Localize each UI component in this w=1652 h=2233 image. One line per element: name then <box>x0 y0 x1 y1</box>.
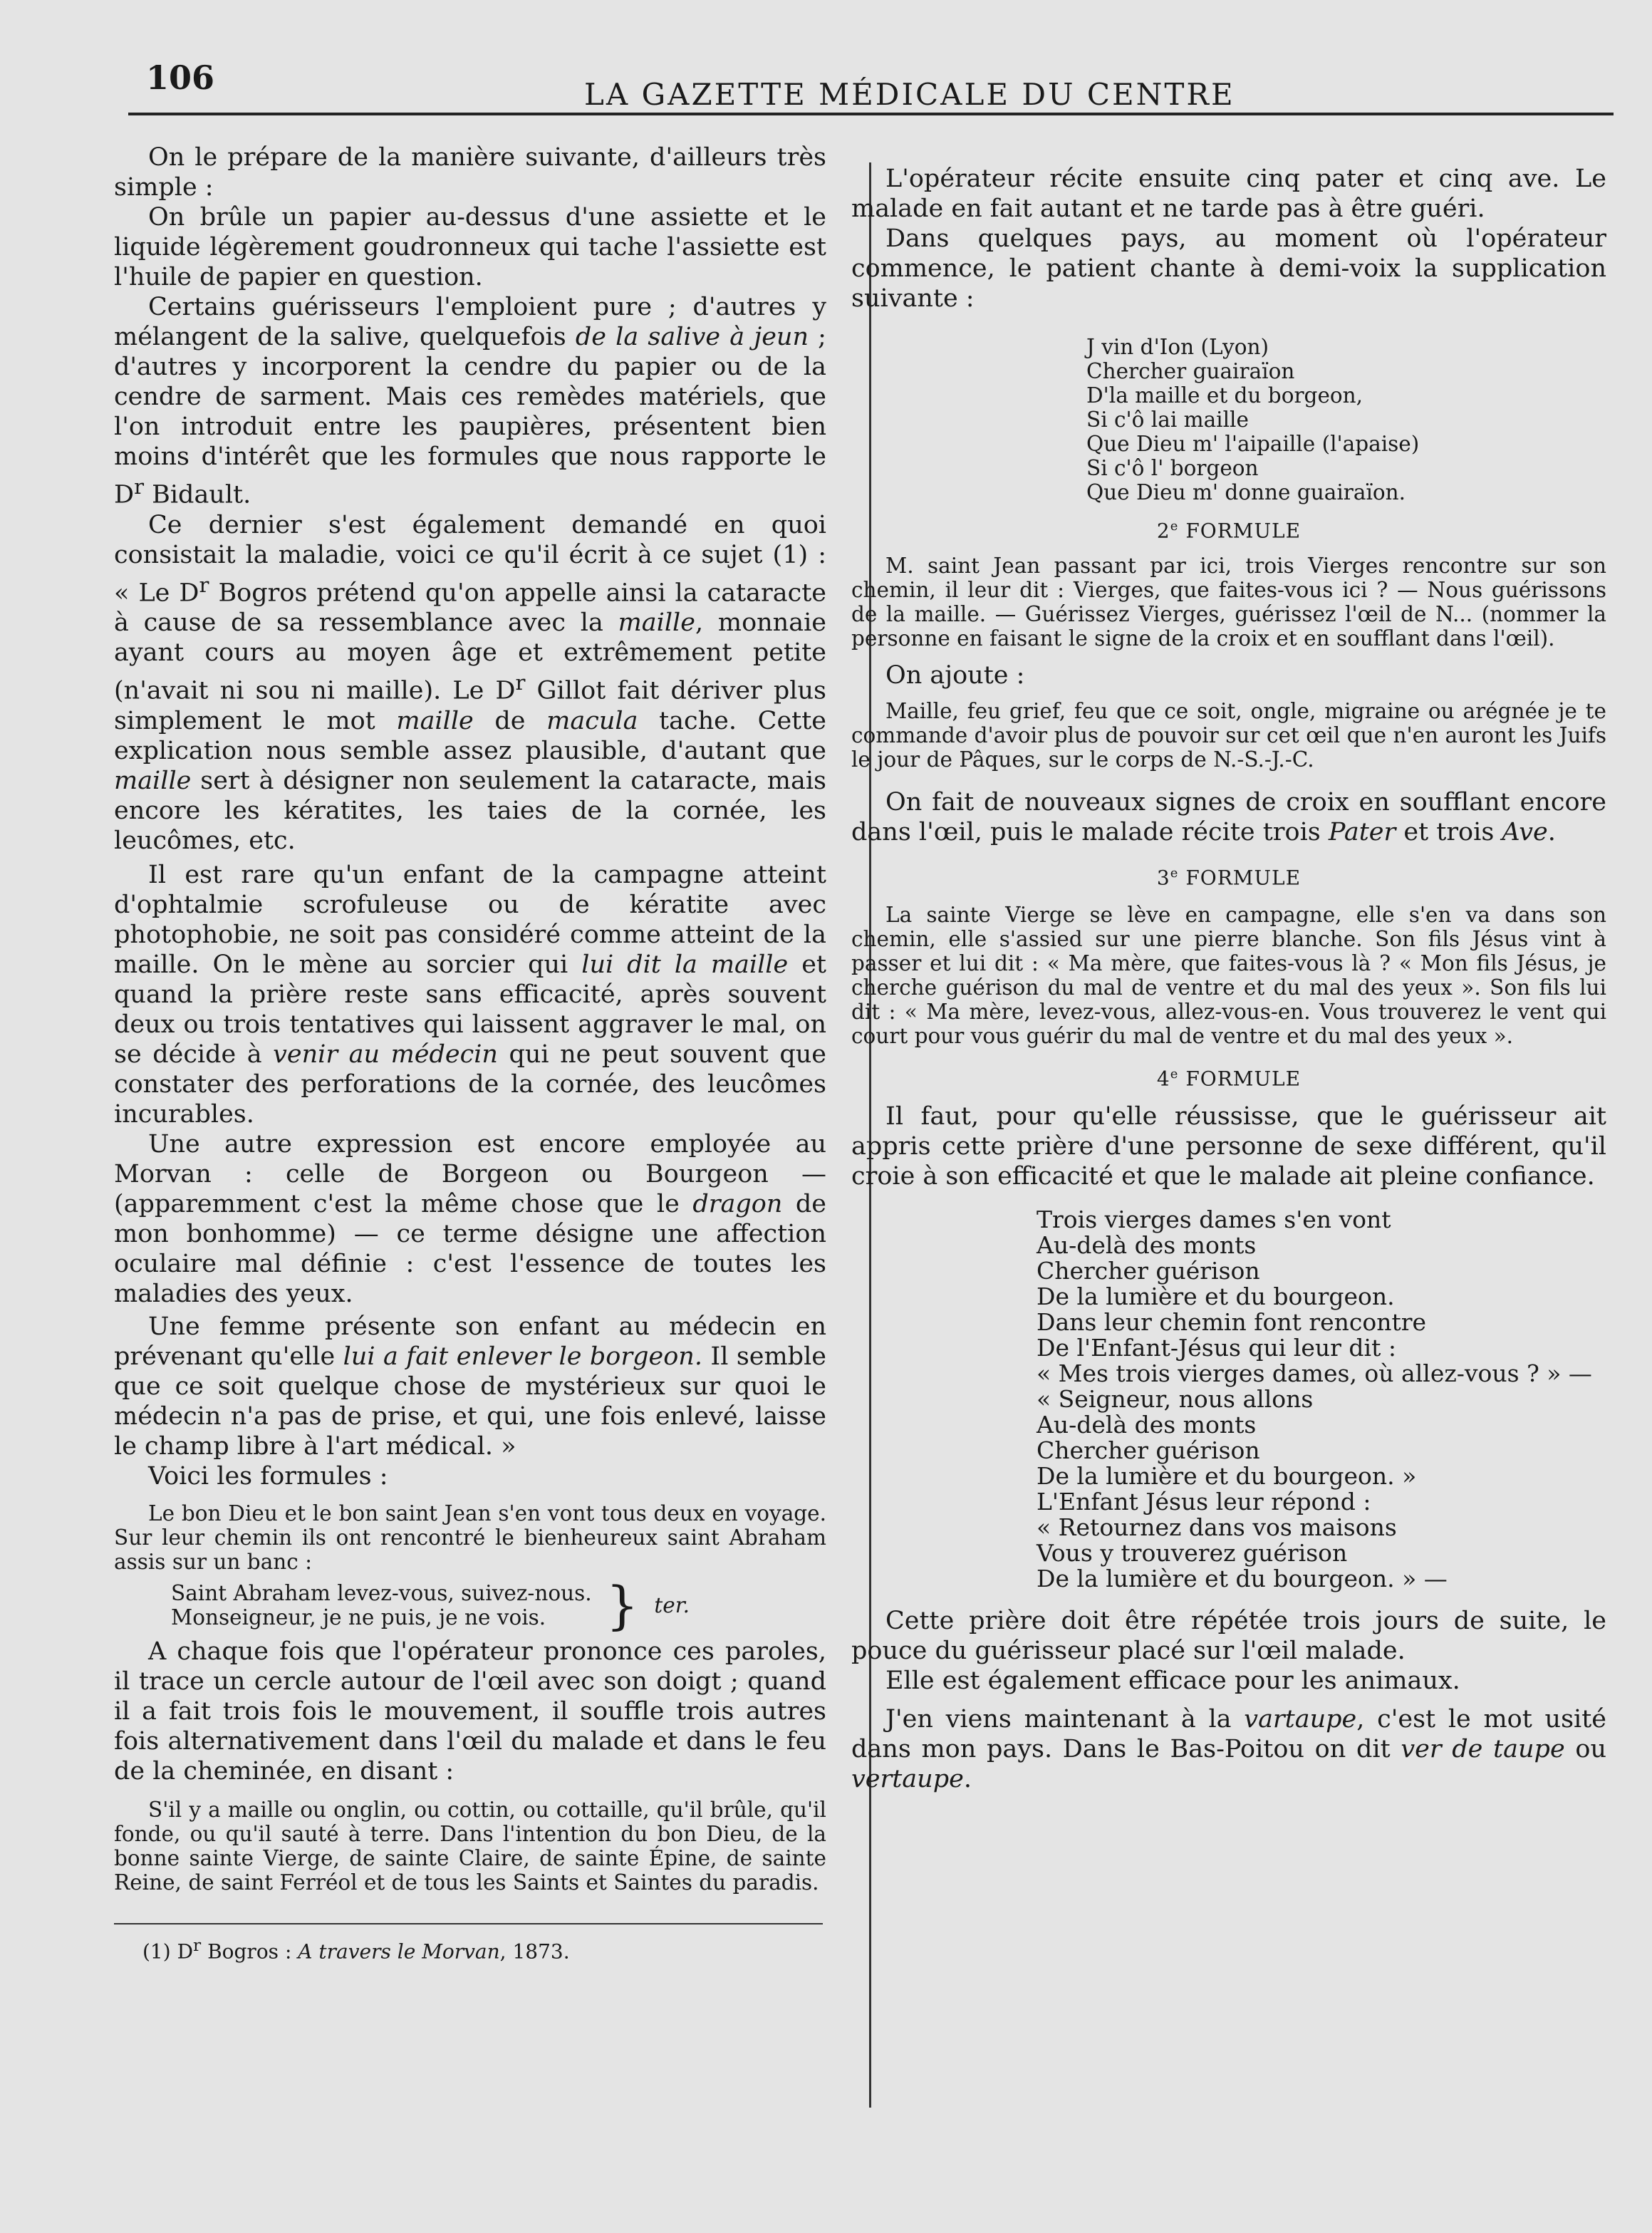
text-run: sert à désigner non seulement la cataracte, mais encore les kératites, les taies de la cornée, les leucômes, etc. <box>114 766 826 855</box>
formula-text: Maille, feu grief, feu que ce soit, ongle, migraine ou arégnée je te commande d'avoir plus de pouvoir sur cet œil que n'en auront les Juifs le jour de Pâques, sur le corps de N.-S.-J.-C. <box>851 699 1606 772</box>
page-number: 106 <box>146 58 215 97</box>
text-run: FORMULE <box>1185 1066 1302 1090</box>
emphasis: venir au médecin <box>273 1040 498 1069</box>
text-run: , monnaie ayant cours au moyen âge et extrêmement petite (n'avait ni sou ni maille). Le D <box>114 608 826 705</box>
paragraph: On le prépare de la manière suivante, d'ailleurs très simple : <box>114 143 826 202</box>
verse-line: « Seigneur, nous allons <box>1037 1384 1314 1413</box>
text-run: FORMULE <box>1185 866 1302 890</box>
text-run: On fait de nouveaux signes de croix en soufflant encore dans l'œil, puis le malade récite trois <box>851 788 1606 847</box>
emphasis: ver de taupe <box>1401 1734 1565 1763</box>
text-run: de <box>473 706 547 735</box>
emphasis: maille <box>618 608 695 638</box>
text-run: Certains guérisseurs l'emploient pure ; d'autres y mélangent de la salive, quelquefois <box>114 293 826 351</box>
text-run: Ce dernier s'est également demandé en quoi consistait la maladie, voici ce qu'il écrit à ce sujet (1) : « Le D <box>114 510 826 608</box>
paragraph: On ajoute : <box>885 661 1025 690</box>
emphasis: dragon <box>692 1189 783 1218</box>
text-run: et trois <box>1396 818 1502 847</box>
paragraph <box>114 1129 826 1309</box>
verse-line: Chercher guairaïon <box>1086 359 1295 383</box>
paragraph: Dans quelques pays, au moment où l'opérateur commence, le patient chante à demi-voix la supplication suivante : <box>851 224 1606 313</box>
ter-label: ter. <box>654 1592 690 1617</box>
emphasis: Ave <box>1502 818 1548 847</box>
emphasis: lui a fait enlever le borgeon. <box>343 1342 702 1371</box>
text-run: . <box>963 1764 972 1793</box>
paragraph: L'opérateur récite ensuite cinq pater et cinq ave. Le malade en fait autant et ne tarde pas à être guéri. <box>851 165 1606 223</box>
paragraph: Voici les formules : <box>148 1461 388 1491</box>
verse-line: J vin d'Ion (Lyon) <box>1086 335 1269 359</box>
verse-line: L'Enfant Jésus leur répond : <box>1037 1487 1371 1516</box>
superscript: e <box>1170 1066 1179 1082</box>
verse-line: Saint Abraham levez-vous, suivez-nous. <box>171 1580 592 1605</box>
text-run: Bogros prétend qu'on appelle ainsi la cataracte à cause de sa ressemblance avec la <box>114 579 826 638</box>
verse-line: Si c'ô lai maille <box>1086 408 1249 432</box>
verse-line: Que Dieu m' donne guairaïon. <box>1086 480 1406 504</box>
emphasis: vartaupe <box>1244 1704 1357 1734</box>
formula-text: La sainte Vierge se lève en campagne, elle s'en va dans son chemin, elle s'assied sur une pierre blanche. Son fils Jésus vint à passer et lui dit : « Ma mère, que faites-vous là ? « Mon fils Jésus, je cherche guérison du mal de ventre et du mal des yeux ». Son fils lui dit : « Ma mère, levez-vous, allez-vous-en. Vous trouverez le vent qui court pour vous guérir du mal de ventre et du mal des yeux ». <box>851 902 1606 1048</box>
text-run: (1) D <box>142 1939 194 1964</box>
paragraph: On brûle un papier au-dessus d'une assiette et le liquide légèrement goudronneux qui tache l'assiette est l'huile de papier en question. <box>114 203 826 291</box>
verse-line: D'la maille et du borgeon, <box>1086 383 1363 408</box>
emphasis: A travers le Morvan <box>298 1939 500 1964</box>
verse-line: « Retournez dans vos maisons <box>1037 1513 1397 1541</box>
verse-line: Dans leur chemin font rencontre <box>1037 1307 1427 1336</box>
verse-line: De la lumière et du bourgeon. <box>1037 1282 1395 1310</box>
journal-title: LA GAZETTE MÉDICALE DU CENTRE <box>584 77 1235 112</box>
paragraph <box>851 1704 1606 1794</box>
superscript: r <box>134 475 144 499</box>
left-column <box>114 143 826 1964</box>
paragraph <box>114 510 826 856</box>
ter-lines <box>171 1581 592 1630</box>
verse-block <box>1037 1207 1606 1592</box>
superscript: r <box>199 572 209 597</box>
text-run: 2 <box>1156 519 1170 543</box>
verse-block <box>1086 335 1606 504</box>
paragraph: Elle est également efficace pour les animaux. <box>885 1666 1460 1695</box>
formula-text: M. saint Jean passant par ici, trois Vierges rencontre sur son chemin, il leur dit : Vierges, que faites-vous ici ? — Nous guérissons de la maille. — Guérissez Vierges, guérissez l'œil de N... (nommer la personne en faisant le signe de la croix et en soufflant dans l'œil). <box>851 554 1606 651</box>
text-run: ou <box>1564 1734 1606 1763</box>
footnote-rule <box>114 1923 823 1924</box>
verse-line: Monseigneur, je ne puis, je ne vois. <box>171 1605 546 1630</box>
text-run: ; d'autres y incorporent la cendre du papier ou de la cendre de sarment. Mais ces remèdes matériels, que l'on introduit entre les paupières, présentent bien moins d'intérêt que les formules que nous rapporte le D <box>114 323 826 509</box>
text-run: Une autre expression est encore employée au Morvan : celle de Borgeon ou Bourgeon — (apparemment c'est la même chose que le <box>114 1129 826 1218</box>
text-run: J'en viens maintenant à la <box>885 1704 1245 1734</box>
verse-line: De la lumière et du bourgeon. » <box>1037 1461 1417 1490</box>
formula-heading <box>851 519 1606 542</box>
emphasis: de la salive à jeun <box>575 323 809 351</box>
ter-verse <box>171 1575 826 1635</box>
text-run: 3 <box>1156 866 1170 890</box>
verse-line: Trois vierges dames s'en vont <box>1037 1205 1391 1233</box>
verse-line: « Mes trois vierges dames, où allez-vous ? » — <box>1037 1359 1592 1387</box>
text-run: tache. Cette explication nous semble assez plausible, d'autant que <box>114 706 826 765</box>
paragraph <box>851 787 1606 847</box>
paragraph <box>114 860 826 1129</box>
emphasis: maille <box>396 706 474 735</box>
paragraph: A chaque fois que l'opérateur prononce ces paroles, il trace un cercle autour de l'œil avec son doigt ; quand il a fait trois fois le mouvement, il souffle trois autres fois alternativement dans l'œil du malade et dans le feu de la cheminée, en disant : <box>114 1637 826 1786</box>
text-run: qui ne peut souvent que constater des perforations de la cornée, des leucômes incurables. <box>114 1040 827 1129</box>
superscript: r <box>515 670 526 695</box>
text-run: . <box>1547 818 1556 847</box>
emphasis: lui dit la maille <box>581 950 789 979</box>
verse-line: Au-delà des monts <box>1037 1410 1257 1439</box>
paragraph: Cette prière doit être répétée trois jours de suite, le pouce du guérisseur placé sur l'œil malade. <box>851 1606 1606 1665</box>
paragraph <box>114 1312 826 1461</box>
emphasis: macula <box>546 706 638 735</box>
paragraph: Il faut, pour qu'elle réussisse, que le guérisseur ait appris cette prière d'une personne de sexe différent, qu'il croie à son efficacité et que le malade ait pleine confiance. <box>851 1102 1606 1191</box>
brace-glyph: } <box>606 1575 639 1635</box>
text-run: 4 <box>1156 1066 1170 1090</box>
header-rule <box>128 113 1614 115</box>
formula-heading <box>851 866 1606 889</box>
text-run: Bogros : <box>201 1939 298 1964</box>
text-run: et quand la prière reste sans efficacité, après souvent deux ou trois tentatives qui laissent aggraver le mal, on se décide à <box>114 950 826 1069</box>
text-run: FORMULE <box>1185 519 1302 543</box>
text-run: Une femme présente son enfant au médecin en prévenant qu'elle <box>114 1312 826 1371</box>
formula-text: S'il y a maille ou onglin, ou cottin, ou cottaille, qu'il brûle, qu'il fonde, ou qu'il sauté à terre. Dans l'intention du bon Dieu, de la bonne sainte Vierge, de sainte Claire, de sainte Épine, de sainte Reine, de saint Ferréol et de tous les Saints et Saintes du paradis. <box>114 1797 826 1895</box>
footnote <box>142 1933 826 1964</box>
paragraph <box>114 292 826 510</box>
text-run: Il est rare qu'un enfant de la campagne atteint d'ophtalmie scrofuleuse ou de kératite avec photophobie, ne soit pas considéré comme atteint de la maille. On le mène au sorcier qui <box>114 860 826 979</box>
verse-line: Au-delà des monts <box>1037 1231 1257 1259</box>
verse-line: Que Dieu m' l'aipaille (l'apaise) <box>1086 432 1420 456</box>
emphasis: vertaupe <box>851 1764 964 1793</box>
superscript: r <box>193 1934 202 1955</box>
verse-line: De la lumière et du bourgeon. » — <box>1037 1564 1448 1592</box>
text-run: Il semble que ce soit quelque chose de mystérieux sur quoi le médecin n'a pas de prise, et qui, une fois enlevé, laisse le champ libre à l'art médical. » <box>114 1342 826 1461</box>
verse-line: Chercher guérison <box>1037 1436 1260 1464</box>
formula-heading <box>851 1067 1606 1090</box>
formula-text: Le bon Dieu et le bon saint Jean s'en vont tous deux en voyage. Sur leur chemin ils ont rencontré le bienheureux saint Abraham assis sur un banc : <box>114 1501 826 1574</box>
text-run: Gillot fait dériver plus simplement le mot <box>114 676 827 735</box>
verse-line: Si c'ô l' borgeon <box>1086 456 1259 480</box>
verse-line: Vous y trouverez guérison <box>1037 1538 1348 1567</box>
superscript: e <box>1170 519 1179 534</box>
verse-line: De l'Enfant-Jésus qui leur dit : <box>1037 1333 1396 1362</box>
text-run: , 1873. <box>499 1939 570 1964</box>
verse-line: Chercher guérison <box>1037 1256 1260 1285</box>
text-run: de mon bonhomme) — ce terme désigne une affection oculaire mal définie : c'est l'essence de toutes les maladies des yeux. <box>114 1189 827 1308</box>
text-run: Bidault. <box>144 480 251 509</box>
right-column <box>851 143 1606 1794</box>
emphasis: maille <box>114 766 192 795</box>
superscript: e <box>1170 866 1179 881</box>
emphasis: Pater <box>1328 818 1396 847</box>
text-run: , c'est le mot usité dans mon pays. Dans le Bas-Poitou on dit <box>851 1704 1607 1763</box>
